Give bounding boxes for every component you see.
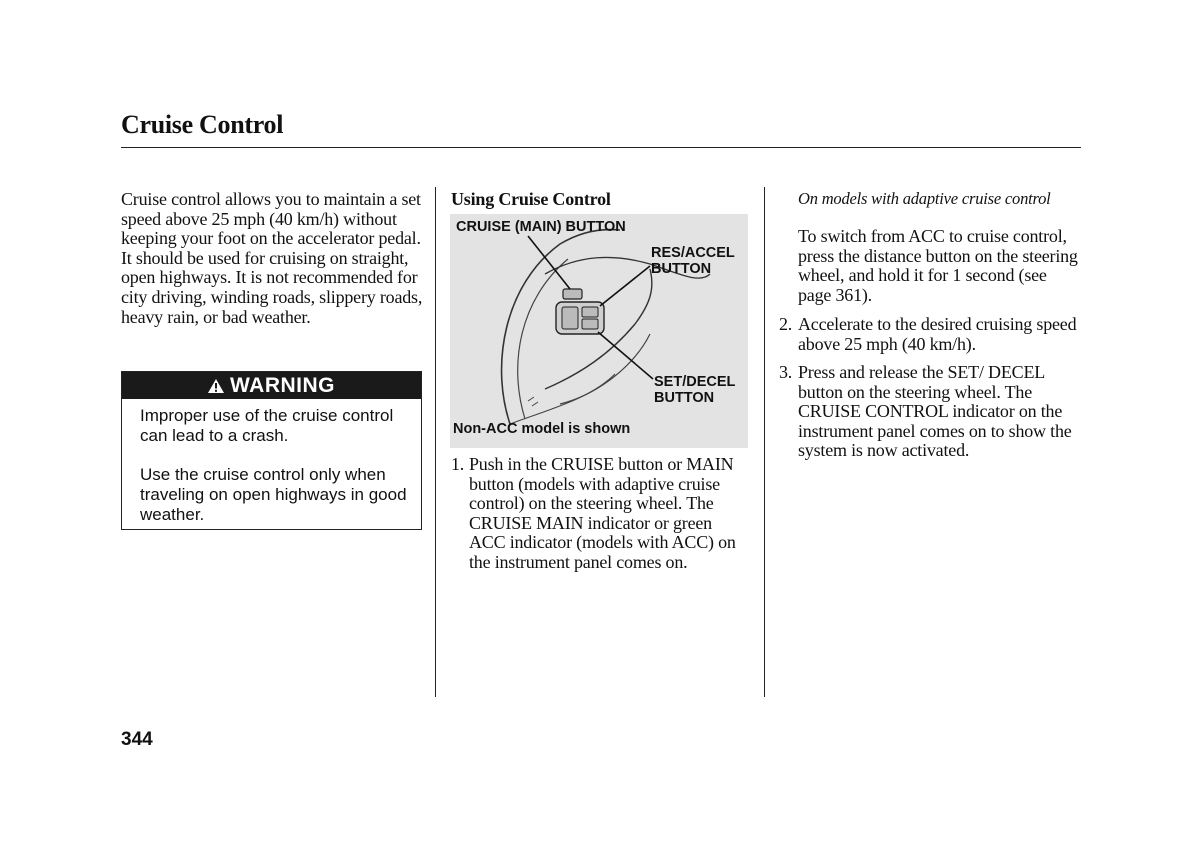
step-2-number: 2. [779,314,793,334]
section-heading: Using Cruise Control [451,189,611,209]
steering-wheel-illustration [450,214,748,448]
step-3-text: Press and release the SET/ DECEL button on the steering wheel. The CRUISE CONTROL indicator on the instrument panel comes on to show the system is now activated. [798,362,1072,461]
set-decel-button-label: SET/DECEL BUTTON [654,374,736,406]
step-3-number: 3. [779,362,793,382]
warning-label: WARNING [230,373,335,397]
res-accel-button-label: RES/ACCEL BUTTON [651,245,735,277]
warning-paragraph-2: Use the cruise control only when traveling on open highways in good weather. [140,465,407,524]
title-divider [121,147,1081,148]
figure-caption: Non-ACC model is shown [453,421,631,437]
column-divider-left [435,187,436,697]
warning-box [121,371,422,530]
page-title: Cruise Control [121,110,284,139]
intro-paragraph: Cruise control allows you to maintain a set speed above 25 mph (40 km/h) without keeping your foot on the accelerator pedal. It should be used for cruising on straight, open highways. It is not recommended for city driving, winding roads, slippery roads, heavy rain, or bad weather. [121,189,423,327]
acc-switch-text: To switch from ACC to cruise control, press the distance button on the steering wheel, and hold it for 1 second (see page 361). [798,226,1078,305]
warning-paragraph-1: Improper use of the cruise control can lead to a crash. [140,406,394,445]
step-1-number: 1. [451,454,465,474]
warning-header [122,372,421,399]
step-1-text: Push in the CRUISE button or MAIN button (models with adaptive cruise control) on the steering wheel. The CRUISE MAIN indicator or green ACC indicator (models with ACC) on the instrument panel comes on. [469,454,736,572]
warning-triangle-icon [208,379,224,393]
column-divider-right [764,187,765,697]
acc-models-heading: On models with adaptive cruise control [798,189,1051,208]
step-2-text: Accelerate to the desired cruising speed above 25 mph (40 km/h). [798,314,1077,354]
page-number: 344 [121,729,153,750]
cruise-button-label: CRUISE (MAIN) BUTTON [456,219,626,235]
